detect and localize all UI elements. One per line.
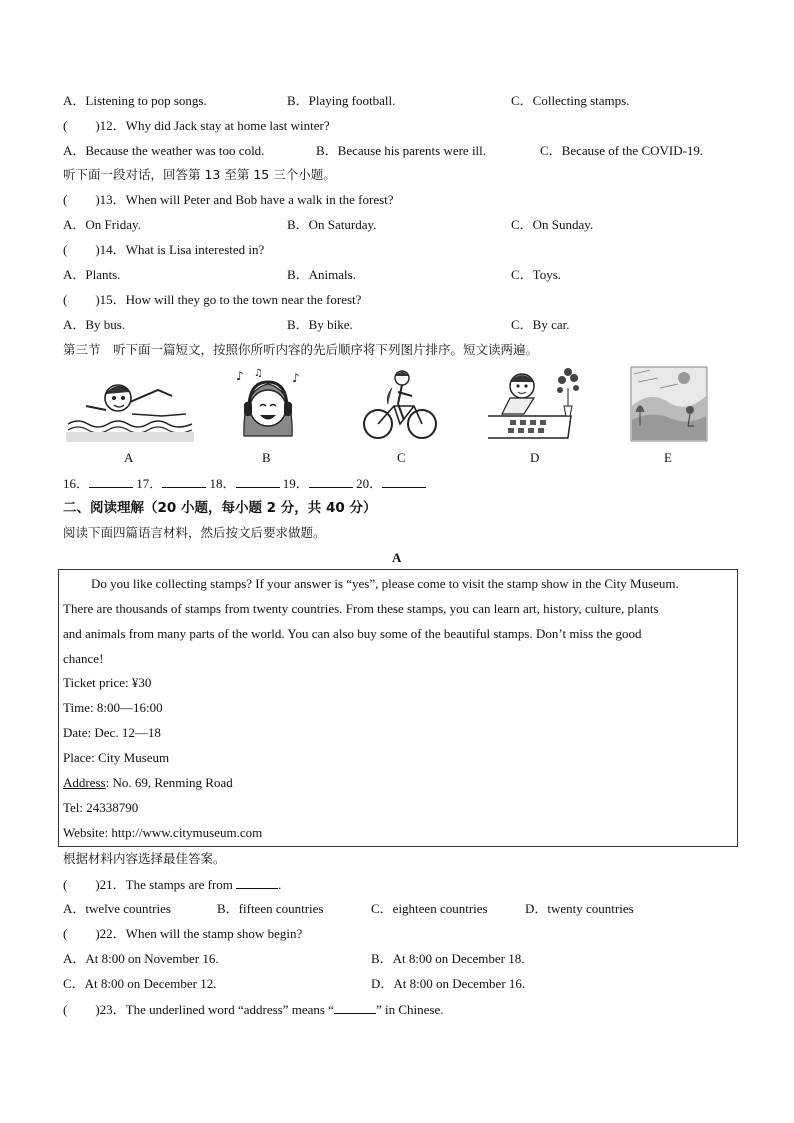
blank-20-label: 20． <box>356 476 383 491</box>
svg-text:♪: ♪ <box>236 369 244 383</box>
part-2-title: 二、阅读理解（20 小题，每小题 2 分，共 40 分） <box>63 500 377 516</box>
blank-16[interactable] <box>89 475 133 488</box>
blank-19-label: 19． <box>282 476 309 491</box>
picture-label-b: B <box>262 450 271 465</box>
q15-option-b: B．By bike. <box>287 317 353 332</box>
svg-text:♫: ♫ <box>254 368 263 379</box>
blank-19[interactable] <box>309 475 353 488</box>
q14-option-b: B．Animals. <box>287 267 356 282</box>
answer-paren: ( <box>63 1002 68 1017</box>
q13-option-c: C．On Sunday. <box>511 217 594 232</box>
question-text: )14．What is Lisa interested in? <box>95 242 265 257</box>
address-value: : No. 69, Renming Road <box>105 775 233 790</box>
q12-option-c: C．Because of the COVID-19. <box>540 143 704 158</box>
q15-option-a: A．By bus. <box>63 317 126 332</box>
choose-instruction: 根据材料内容选择最佳答案。 <box>63 851 226 866</box>
q21-option-c: C．eighteen countries <box>371 901 488 916</box>
q11-option-c: C．Collecting stamps. <box>511 93 630 108</box>
website: Website: http://www.citymuseum.com <box>63 825 263 840</box>
picture-label-a: A <box>124 450 134 465</box>
question-15 <box>63 292 361 308</box>
question-22 <box>63 926 302 942</box>
passage-line-4: chance! <box>63 651 104 666</box>
swimming-person-icon <box>66 366 194 442</box>
girl-with-headphones-icon <box>232 366 304 442</box>
part-2-instruction: 阅读下面四篇语言材料，然后按文后要求做题。 <box>63 525 326 540</box>
blank-20[interactable] <box>382 475 426 488</box>
question-text: )22．When will the stamp show begin? <box>95 926 303 941</box>
answer-blank[interactable] <box>236 876 278 889</box>
passage-line-2: There are thousands of stamps from twenty countries. From these stamps, you can learn art, history, culture, plants <box>63 601 659 616</box>
picture-order-blanks <box>63 475 426 492</box>
q12-option-b: B．Because his parents were ill. <box>316 143 487 158</box>
q15-option-c: C．By car. <box>511 317 570 332</box>
passage-line-1: Do you like collecting stamps? If your answer is “yes”, please come to visit the stamp show in the City Museum. <box>91 576 679 591</box>
blank-17[interactable] <box>162 475 206 488</box>
q13-option-a: A．On Friday. <box>63 217 141 232</box>
answer-paren: ( <box>63 926 68 941</box>
q11-option-b: B．Playing football. <box>287 93 396 108</box>
q22-option-d: D．At 8:00 on December 16. <box>371 976 526 991</box>
q22-option-a: A．At 8:00 on November 16. <box>63 951 219 966</box>
answer-paren: ( <box>63 118 68 133</box>
ticket-price: Ticket price: ¥30 <box>63 675 152 690</box>
blank-18[interactable] <box>236 475 280 488</box>
q21-option-d: D．twenty countries <box>525 901 634 916</box>
boy-with-stamps-icon <box>488 366 584 442</box>
blank-18-label: 18． <box>209 476 236 491</box>
question-text: )12．Why did Jack stay at home last winter? <box>95 118 330 133</box>
answer-paren: ( <box>63 292 68 307</box>
passage-line-3: and animals from many parts of the world. You can also buy some of the beautiful stamps. Don’t miss the good <box>63 626 642 641</box>
q12-option-a: A．Because the weather was too cold. <box>63 143 265 158</box>
blank-17-label: 17． <box>136 476 163 491</box>
question-13 <box>63 192 394 208</box>
q21-option-a: A．twelve countries <box>63 901 171 916</box>
show-time: Time: 8:00—16:00 <box>63 700 163 715</box>
cyclist-icon <box>362 366 438 442</box>
question-text: )15．How will they go to the town near the forest? <box>95 292 362 307</box>
question-14 <box>63 242 264 258</box>
picture-label-d: D <box>530 450 540 465</box>
show-date: Date: Dec. 12—18 <box>63 725 161 740</box>
q13-option-b: B．On Saturday. <box>287 217 377 232</box>
answer-paren: ( <box>63 877 68 892</box>
q14-option-c: C．Toys. <box>511 267 562 282</box>
telephone: Tel: 24338790 <box>63 800 139 815</box>
answer-paren: ( <box>63 242 68 257</box>
q22-option-b: B．At 8:00 on December 18. <box>371 951 525 966</box>
instruction-13-15: 听下面一段对话，回答第 13 至第 15 三个小题。 <box>63 167 336 182</box>
section-3-instruction: 第三节 听下面一篇短文，按照你所听内容的先后顺序将下列图片排序。短文读两遍。 <box>63 342 539 357</box>
q11-option-a: A．Listening to pop songs. <box>63 93 207 108</box>
question-end: . <box>278 877 282 892</box>
q21-option-b: B．fifteen countries <box>217 901 324 916</box>
question-text: )23．The underlined word “address” means “ <box>95 1002 334 1017</box>
passage-letter: A <box>392 550 402 565</box>
show-place: Place: City Museum <box>63 750 170 765</box>
landscape-scene-icon <box>630 366 708 442</box>
q14-option-a: A．Plants. <box>63 267 121 282</box>
show-address <box>63 775 233 791</box>
picture-label-e: E <box>664 450 672 465</box>
picture-label-c: C <box>397 450 406 465</box>
question-text: )13．When will Peter and Bob have a walk in the forest? <box>95 192 394 207</box>
q22-option-c: C．At 8:00 on December 12. <box>63 976 217 991</box>
blank-16-label: 16． <box>63 476 90 491</box>
question-23 <box>63 1001 443 1018</box>
svg-text:♪: ♪ <box>292 371 300 385</box>
question-end: ” in Chinese. <box>375 1002 444 1017</box>
question-21 <box>63 876 281 893</box>
question-12 <box>63 118 330 134</box>
answer-paren: ( <box>63 192 68 207</box>
answer-blank[interactable] <box>334 1001 376 1014</box>
underlined-address-word: Address <box>63 775 106 790</box>
question-text: )21．The stamps are from <box>95 877 233 892</box>
